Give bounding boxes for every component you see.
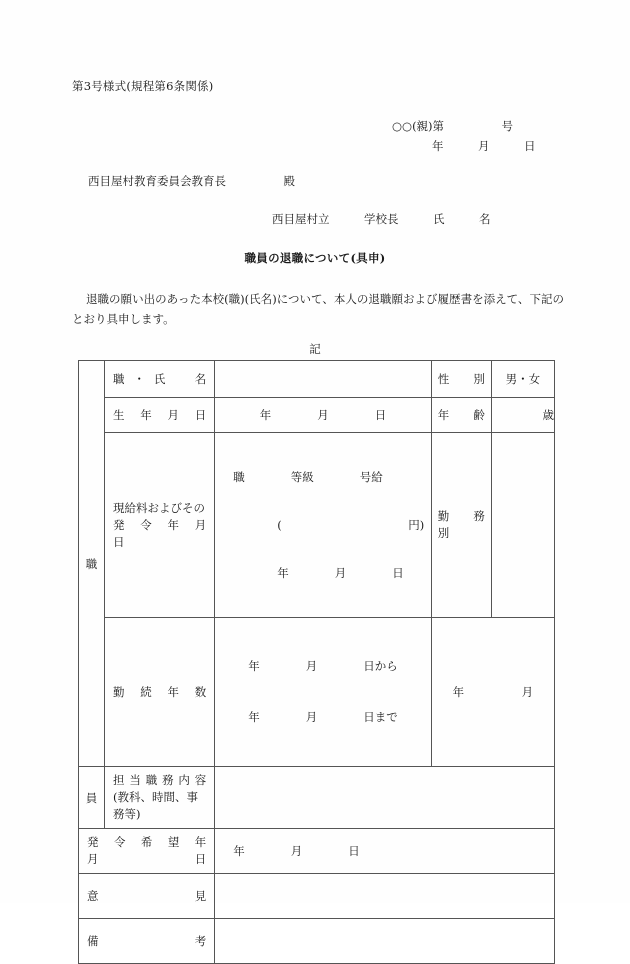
table-row-duties bbox=[79, 767, 555, 829]
field-age[interactable]: 歳 bbox=[491, 398, 554, 433]
label-service-years: 勤 続 年 数 bbox=[105, 618, 215, 767]
document-number: ○○(親)第 号 bbox=[392, 119, 514, 133]
addressee-line: 西目屋村教育委員会教育長 殿 bbox=[88, 174, 295, 188]
field-opinion[interactable] bbox=[215, 874, 555, 919]
label-opinion: 意 見 bbox=[79, 874, 215, 919]
table-row-remarks bbox=[79, 919, 555, 964]
vertical-label-shoku: 職 bbox=[79, 361, 105, 767]
label-work-type: 勤 務 別 bbox=[431, 433, 491, 618]
field-birthdate[interactable]: 年 月 日 bbox=[215, 398, 431, 433]
label-current-salary: 現給料およびその 発 令 年 月 日 bbox=[105, 433, 215, 618]
page-title: 職員の退職について(具申) bbox=[244, 251, 386, 265]
label-age: 年 齢 bbox=[431, 398, 491, 433]
ki-heading: 記 bbox=[309, 342, 321, 356]
field-duties[interactable] bbox=[215, 767, 555, 829]
vertical-label-in: 員 bbox=[79, 767, 105, 829]
table-row-opinion bbox=[79, 874, 555, 919]
form-number: 第3号様式(規程第6条関係) bbox=[72, 79, 214, 93]
label-name: 職・氏 名 bbox=[105, 361, 215, 398]
label-remarks: 備 考 bbox=[79, 919, 215, 964]
table-row-salary bbox=[79, 433, 555, 618]
body-paragraph: 退職の願い出のあった本校(職)(氏名)について、本人の退職願および履歴書を添えて、下記のとおり具申します。 bbox=[72, 292, 564, 326]
label-desired-date: 発 令 希 望 年 月 日 bbox=[79, 829, 215, 874]
personnel-form-table bbox=[78, 360, 555, 964]
label-gender: 性 別 bbox=[431, 361, 491, 398]
field-gender[interactable]: 男・女 bbox=[491, 361, 554, 398]
table-row-service-years bbox=[79, 618, 555, 767]
document-date: 年 月 日 bbox=[432, 139, 536, 153]
sender-line: 西目屋村立 学校長 氏 名 bbox=[272, 212, 491, 226]
table-row-name bbox=[79, 361, 555, 398]
field-current-salary[interactable]: 職 等級 号給 ( 円) 年 月 日 bbox=[215, 433, 431, 618]
label-birthdate: 生 年 月 日 bbox=[105, 398, 215, 433]
field-desired-date[interactable]: 年 月 日 bbox=[215, 829, 555, 874]
field-remarks[interactable] bbox=[215, 919, 555, 964]
field-work-type[interactable] bbox=[491, 433, 554, 618]
label-duties: 担 当 職 務 内 容 (教科、時間、事 務等) bbox=[105, 767, 215, 829]
field-name[interactable] bbox=[215, 361, 431, 398]
field-service-period[interactable]: 年 月 日から 年 月 日まで bbox=[215, 618, 431, 767]
field-service-total[interactable]: 年 月 bbox=[431, 618, 554, 767]
table-row-birthdate bbox=[79, 398, 555, 433]
table-row-desired-date bbox=[79, 829, 555, 874]
